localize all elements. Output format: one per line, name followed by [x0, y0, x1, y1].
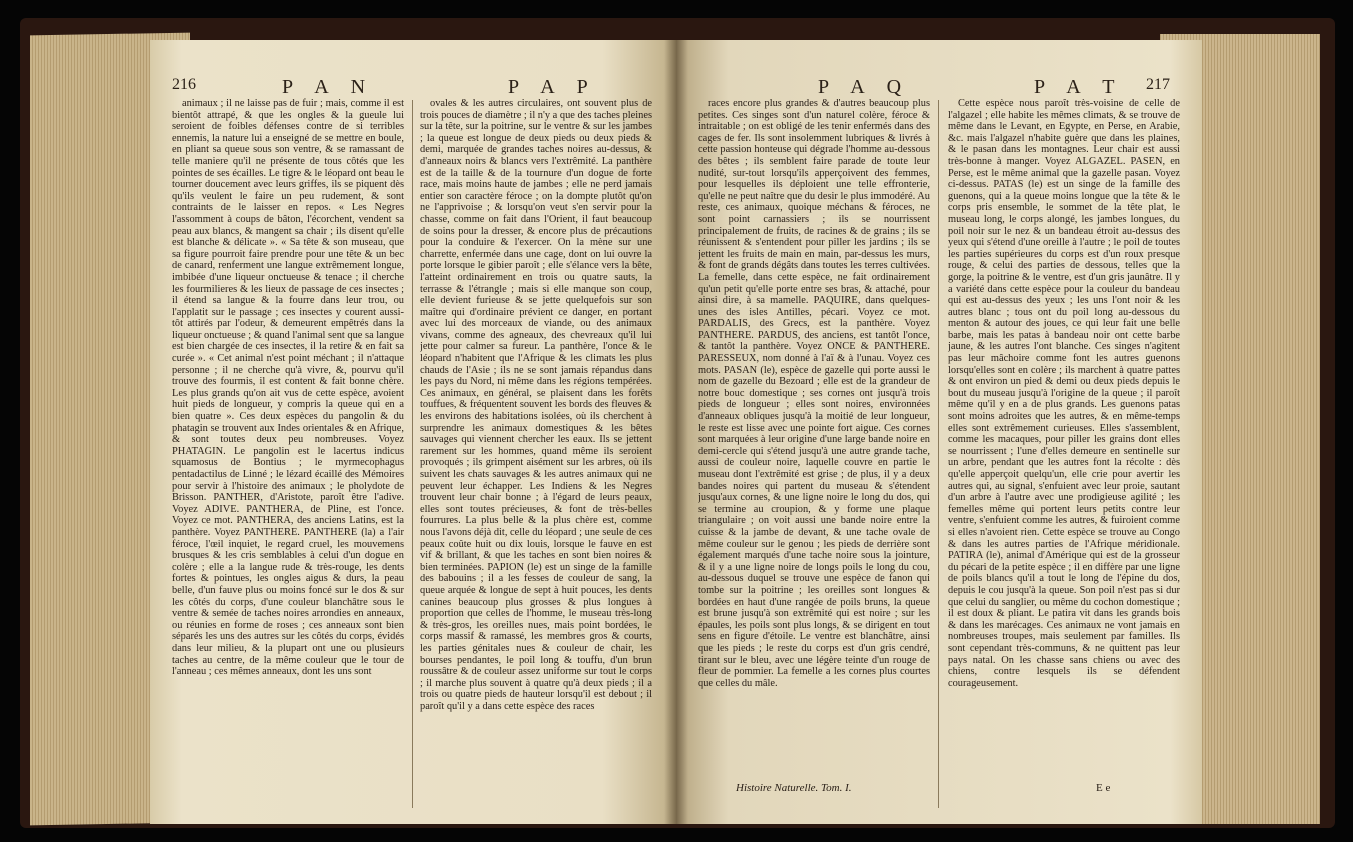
- left-column-rule: [412, 100, 413, 808]
- left-column-2-text: ovales & les autres circulaires, ont souvent plus de trois pouces de diamètre ; il n'y a que des taches pleines sur la tête, sur la poitrine, sur le ventre & sur les jambes ; la queue est longue de deux pieds ou deux pieds & demi, marquée de grandes taches noires au-dessus, & d'anneaux noirs & blancs vers l'extrêmité. La panthère est de la taille & de la tournure d'un dogue de forte race, mais moins haute de jambes ; elle ne perd jamais entier son caractère féroce ; on la dompte plutôt qu'on ne l'apprivoise ; & lorsqu'on veut s'en servir pour la chasse, comme on fait dans l'Orient, il faut beaucoup de soins pour la dresser, & encore plus de précautions pour la conduire & l'exercer. On la mène sur une charrette, enfermée dans une cage, dont on lui ouvre la porte lorsque le gibier paroît ; elle s'élance vers la bête, l'atteint ordinairement en trois ou quatre sauts, la terrasse & l'étrangle ; mais si elle manque son coup, elle devient furieuse & se jette quelquefois sur son maître qui d'ordinaire prévient ce danger, en portant avec lui des morceaux de viande, ou des animaux vivans, comme des agneaux, des chevreaux qu'il lui jette pour calmer sa fureur. La panthère, l'once & le léopard n'habitent que l'Afrique & les climats les plus chauds de l'Asie ; ils ne se sont jamais répandus dans les pays du Nord, ni même dans les régions tempérées. Ces animaux, en général, se plaisent dans les forêts touffues, & fréquentent souvent les bords des fleuves & les environs des habitations isolées, où ils cherchent à surprendre les animaux domestiques & les bêtes sauvages qui viennent chercher les eaux. Ils se jettent rarement sur les hommes, quand même ils seroient provoqués ; ils grimpent aisément sur les arbres, où ils suivent les chats sauvages & les autres animaux qui ne peuvent leur échapper. Les Indiens & les Negres trouvent leur chair bonne ; à l'égard de leurs peaux, elles sont toutes précieuses, & font de très-belles fourrures. La plus belle & la plus chère est, comme nous l'avons déjà dit, celle du léopard ; une seule de ces peaux coûte huit ou dix louis, lorsque le fauve en est vif & brillant, & que les taches en sont bien noires & bien terminées. PAPION (le) est un singe de la famille des babouins ; il a les fesses de couleur de sang, la queue arquée & longue de sept à huit pouces, les dents canines beaucoup plus grosses & plus longues à proportion que celles de l'homme, le museau très-long & très-gros, les oreilles nues, mais point bordées, le corps massif & ramassé, les membres gros & courts, les parties génitales nues & couleur de chair, les bourses pendantes, le poil long & touffu, d'un brun roussâtre & de couleur assez uniforme sur tout le corps ; il marche plus souvent à quatre qu'à deux pieds ; il a trois ou quatre pieds de hauteur lorsqu'il est debout ; il paroît qu'il y a dans cette espèce des races: [420, 98, 652, 712]
- right-column-1: [698, 98, 930, 778]
- left-running-title: P A N: [282, 76, 375, 98]
- right-column-rule: [938, 100, 939, 808]
- right-page-number: 217: [1146, 76, 1170, 93]
- footer-volume-line: Histoire Naturelle. Tom. I.: [736, 782, 852, 794]
- right-column-2: [948, 98, 1180, 778]
- right-second-title: P A T: [1034, 76, 1124, 98]
- right-column-1-text: races encore plus grandes & d'autres beaucoup plus petites. Ces singes sont d'un naturel colère, féroce & intraitable ; on est obligé de les tenir enfermés dans des cages de fer. Ils sont insolemment lubriques & livrés à cette passion honteuse qui dégrade l'homme au-dessous des bêtes ; ils semblent faire parade de toute leur nudité, sur-tout lorsqu'ils apperçoivent des femmes, pour lesquelles ils déploient une telle effronterie, qu'elle ne peut naître que du desir le plus immodéré. Au reste, ces animaux, quoique méchans & féroces, ne sont point carnassiers ; ils se nourrissent principalement de fruits, de racines & de grains ; ils se réunissent & s'entendent pour piller les jardins ; ils se jettent les fruits de main en main, par-dessus les murs, & font de grands dégâts dans toutes les terres cultivées. La femelle, dans cette espèce, ne fait ordinairement qu'un petit qu'elle porte entre ses bras, & attaché, pour ainsi dire, à sa mamelle. PAQUIRE, dans quelques-unes des isles Antilles, pécari. Voyez ce mot. PARDALIS, des Grecs, est la panthère. Voyez PANTHERE. PARDUS, des anciens, est tantôt l'once, & tantôt la panthère. Voyez ONCE & PANTHERE. PARESSEUX, nom donné à l'aï & à l'unau. Voyez ces mots. PASAN (le), espèce de gazelle qui porte aussi le nom de gazelle du Bezoard ; elle est de la grandeur de notre bouc domestique ; ses cornes ont jusqu'à trois pieds de longueur ; elles sont noires, environnées d'anneaux obliques jusqu'à la moitié de leur longueur, le reste est lisse avec une pointe fort aigue. Ces cornes sont marquées à leur origine d'une large bande noire en demi-cercle qui s'étend jusqu'à une autre grande tache, aussi de couleur noire, laquelle couvre en partie le museau dont l'extrêmité est grise ; de plus, il y a deux bandes noires qui partent du museau & s'étendent jusqu'aux cornes, & une ligne noire le long du dos, qui se termine au croupion, & y forme une plaque triangulaire ; on voit aussi une bande noire entre la cuisse & la jambe de devant, & une tache ovale de même couleur sur le genou ; les pieds de derrière sont également marqués d'une tache noire sous la jointure, & il y a une ligne noire de longs poils le long du cou, au-dessous duquel se trouve une espèce de fanon qui tombe sur la poitrine ; les oreilles sont longues & bordées en haut d'une rangée de poils bruns, la queue est brune jusqu'à son extrêmité qui est noire ; sur les épaules, les poils sont plus longs, & se dirigent en tout sens en figure d'étoile. Le ventre est blanchâtre, ainsi que les pieds ; le reste du corps est d'un gris cendré, tirant sur le bleu, avec une légère teinte d'un rouge de fleur de pommier. La femelle a les cornes plus courtes que celles du mâle.: [698, 98, 930, 689]
- left-second-title: P A P: [508, 76, 597, 98]
- right-running-title: P A Q: [818, 76, 911, 98]
- left-page-number: 216: [172, 76, 196, 93]
- left-column-2: [420, 98, 652, 818]
- left-column-1: [172, 98, 404, 818]
- right-column-2-text: Cette espèce nous paroît très-voisine de celle de l'algazel ; elle habite les mêmes climats, & se trouve de même dans le Levant, en Egypte, en Perse, en Arabie, &c. mais l'algazel n'habite guère que dans les plaines, & le pasan dans les montagnes. Leur chair est aussi très-bonne à manger. Voyez ALGAZEL. PASEN, en Perse, est le même animal que la gazelle pasan. Voyez ci-dessus. PATAS (le) est un singe de la famille des guenons, qui a la queue moins longue que la tête & le corps pris ensemble, le sommet de la tête plat, le museau long, le corps alongé, les jambes longues, du poil noir sur le nez & un bandeau étroit au-dessus des yeux qui s'étend d'une oreille à l'autre ; le poil de toutes les parties supérieures du corps est d'un roux presque rouge, & celui des parties de dessous, telles que la gorge, la poitrine & le ventre, est d'un gris jaunâtre. Il y a variété dans cette espèce pour la couleur du bandeau qui est au-dessus des yeux ; les uns l'ont noir & les autres blanc ; tous ont du poil long au-dessous du menton & autour des joues, ce qui leur fait une belle barbe, mais les patas à bandeau noir ont cette barbe jaune, & les autres l'ont blanche. Ces singes n'agitent pas leur mâchoire comme font les autres guenons lorsqu'elles sont en colère ; ils marchent à quatre pattes & ont environ un pied & demi ou deux pieds depuis le bout du museau jusqu'à l'origine de la queue ; il paroît même qu'il y en a de plus grands. Les guenons patas sont moins adroites que les autres, & en même-temps elles sont extrêmement curieuses. Elles s'assemblent, comme les macaques, pour piller les grains dont elles se nourrissent ; l'une d'elles demeure en sentinelle sur un arbre, pendant que les autres font la récolte : dès qu'elle apperçoit quelqu'un, elle crie pour avertir les autres qui, au signal, s'enfuient avec leur proie, sautant d'un arbre à l'autre avec une prodigieuse agilité ; les femelles même qui portent leurs petits contre leur ventre, s'enfuient comme les autres, & fuiroient comme si elles n'avoient rien. Cette espèce se trouve au Congo & dans les autres parties de l'Afrique méridionale. PATIRA (le), animal d'Amérique qui est de la grosseur du pécari de la petite espèce ; il en diffère par une ligne de poils blancs qu'il a tout le long de l'épine du dos, depuis le cou jusqu'à la queue. Son poil n'est pas si dur que celui du sanglier, ou même du cochon domestique ; il est doux & pliant. Le patira vit dans les grands bois & dans les marécages. Ces animaux ne vont jamais en nombreuses troupes, mais seulement par familles. Ils sont cependant très-communs, & ne quittent pas leur pays natal. On les chasse sans chiens ou avec des chiens, contre lesquels ils se défendent courageusement.: [948, 98, 1180, 689]
- book-gutter: [664, 40, 688, 824]
- right-page: [676, 40, 1202, 824]
- left-column-1-text: animaux ; il ne laisse pas de fuir ; mais, comme il est bientôt attrapé, & que les ongles & la gueule lui seroient de foibles défenses contre de si terribles ennemis, la nature lui a enseigné de se mettre en boule, en pliant sa queue sous son ventre, & se ramassant de telle maniere qu'il ne présente de tous côtés que les pointes de ses écailles. Le tigre & le léopard ont beau le tourner doucement avec leurs griffes, ils se piquent dès qu'ils veulent le faire un peu rudement, & sont contraints de le laisser en repos. « Les Negres l'assomment à coups de bâton, l'écorchent, vendent sa peau aux blancs, & mangent sa chair ; ils disent qu'elle est blanche & délicate ». « Sa tête & son museau, que sa figure pourroit faire prendre pour une tête & un bec de canard, renferment une langue extrêmement longue, imbibée d'une liqueur onctueuse & tenace ; il cherche les fourmilieres & les lieux de passage de ces insectes ; il étend sa langue & la fourre dans leur trou, ou l'applatit sur le passage ; ces insectes y courent aussi-tôt attirés par l'odeur, & demeurent empêtrés dans la liqueur onctueuse ; & quand l'animal sent que sa langue est bien chargée de ces insectes, il la retire & en fait sa curée ». « Cet animal n'est point méchant ; il n'attaque personne ; il ne cherche qu'à vivre, &, pourvu qu'il trouve des fourmis, il est content & fait bonne chère. Les plus grands qu'on ait vus de cette espèce, avoient huit pieds de longueur, y compris la queue qui en a bien quatre ». Ces deux espèces du pangolin & du phatagin se trouvent aux Indes orientales & en Afrique, & sont toutes deux peu nombreuses. Voyez PHATAGIN. Le pangolin est le lacertus indicus squamosus de Bontius ; le myrmecophagus pentadactilus de Linné ; le lézard écaillé des Mémoires pour servir à l'histoire des animaux ; le pholydote de Brisson. PANTHER, d'Aristote, paroît être l'adive. Voyez ADIVE. PANTHERA, de Pline, est l'once. Voyez ce mot. PANTHERA, des anciens Latins, est la panthère. Voyez PANTHERE. PANTHERE (la) a l'air féroce, l'œil inquiet, le regard cruel, les mouvemens brusques & les cris semblables à celui d'un dogue en colère ; elle a la langue rude & très-rouge, les dents fortes & pointues, les ongles aigus & durs, la peau belle, d'un fauve plus ou moins foncé sur le dos & sur les côtés du corps, d'une couleur blanchâtre sous le ventre & semée de taches noires arrondies en anneaux, ou réunies en forme de roses ; ces anneaux sont bien séparés les uns des autres sur les côtés du corps, évidés dans leur milieu, & la plupart ont une ou plusieurs taches au centre, de la même couleur que le tour de l'anneau ; ces mêmes anneaux, dont les uns sont: [172, 98, 404, 678]
- signature-mark: E e: [1096, 782, 1111, 794]
- left-page: [150, 40, 676, 824]
